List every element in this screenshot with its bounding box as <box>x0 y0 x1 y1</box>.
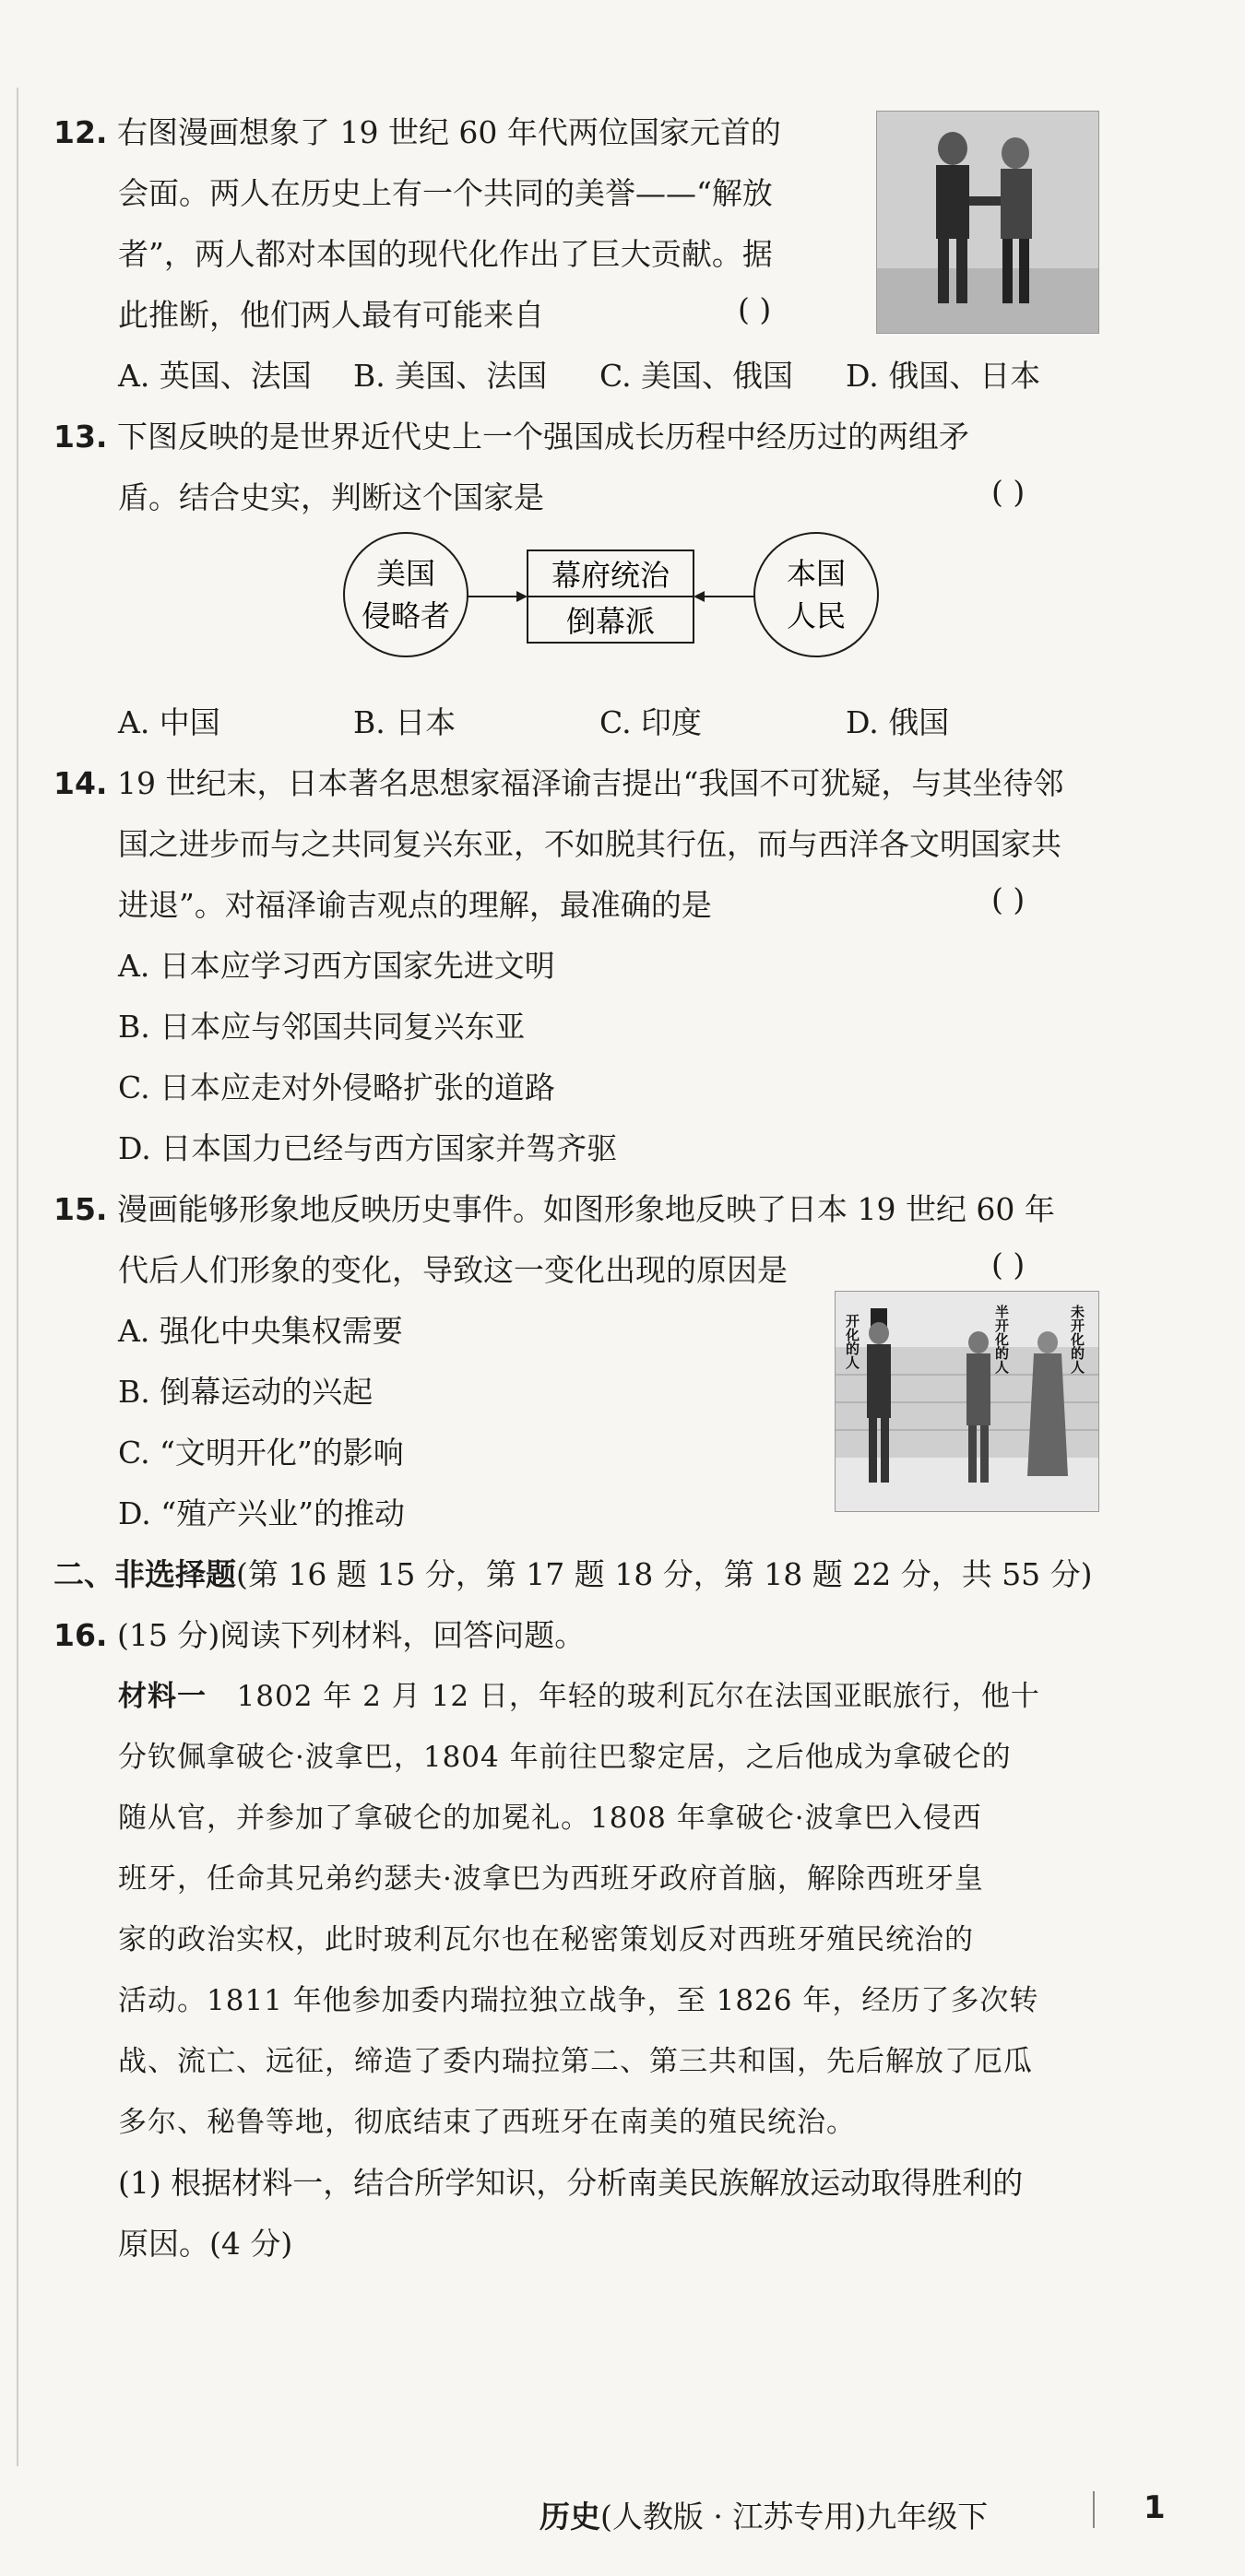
q13-line-1: 13. 下图反映的是世界近代史上一个强国成长历程中经历过的两组矛 <box>53 419 969 455</box>
q16-sub1-answer-area[interactable] <box>118 2277 1096 2462</box>
q12-line-1: 12. 右图漫画想象了 19 世纪 60 年代两位国家元首的 <box>53 114 781 150</box>
q16-material-line-5: 家的政治实权，此时玻利瓦尔也在秘密策划反对西班牙殖民统治的 <box>118 1923 974 1956</box>
q13-contradiction-diagram <box>341 530 895 681</box>
q12-option-d[interactable]: D. 俄国、日本 <box>846 358 1041 394</box>
q13-option-a[interactable]: A. 中国 <box>118 704 220 740</box>
q14-option-c[interactable]: C. 日本应走对外侵略扩张的道路 <box>118 1069 556 1105</box>
footer-edition: (人教版 · 江苏专用)九年级下 <box>600 2499 989 2535</box>
q14-option-b[interactable]: B. 日本应与邻国共同复兴东亚 <box>118 1009 526 1045</box>
two-leaders-handshake-illustration <box>877 112 1098 333</box>
q16-material-line-1: 材料一 1802 年 2 月 12 日，年轻的玻利瓦尔在法国亚眠旅行，他十 <box>118 1680 1040 1713</box>
left-circle-bottom-text: 侵略者 <box>361 598 451 633</box>
footer-separator <box>1093 2491 1095 2528</box>
q14-answer-paren[interactable]: ( ) <box>991 881 1026 917</box>
cartoon-label-civilized: 开化的人 <box>844 1314 860 1369</box>
q15-line-2: 代后人们形象的变化，导致这一变化出现的原因是 <box>118 1252 788 1288</box>
q14-line-1: 14. 19 世纪末，日本著名思想家福泽谕吉提出“我国不可犹疑，与其坐待邻 <box>53 765 1064 801</box>
section-2-heading <box>53 1551 1093 1594</box>
q12-cartoon-image <box>876 111 1099 334</box>
q13-option-b[interactable]: B. 日本 <box>353 704 456 740</box>
q16-material-line-6: 活动。1811 年他参加委内瑞拉独立战争，至 1826 年，经历了多次转 <box>118 1984 1039 2017</box>
q14-line-2: 国之进步而与之共同复兴东亚，不如脱其行伍，而与西洋各文明国家共 <box>118 826 1061 862</box>
q12-line-3: 者”，两人都对本国的现代化作出了巨大贡献。据 <box>118 236 773 272</box>
cartoon-label-uncivilized: 未开化的人 <box>1069 1305 1085 1374</box>
q16-material-line-7: 战、流亡、远征，缔造了委内瑞拉第二、第三共和国，先后解放了厄瓜 <box>118 2045 1033 2078</box>
q12-answer-paren[interactable]: ( ) <box>738 291 772 327</box>
three-figures-cartoon <box>836 1292 1098 1511</box>
q14-option-d[interactable]: D. 日本国力已经与西方国家并驾齐驱 <box>118 1130 618 1166</box>
q15-option-a[interactable]: A. 强化中央集权需要 <box>118 1313 403 1349</box>
q15-option-d[interactable]: D. “殖产兴业”的推动 <box>118 1495 406 1531</box>
right-circle-bottom-text: 人民 <box>786 598 847 633</box>
margin-line <box>17 88 18 2466</box>
q13-number: 13. <box>53 419 108 455</box>
q16-material-line-3: 随从官，并参加了拿破仑的加冕礼。1808 年拿破仑·波拿巴入侵西 <box>118 1802 982 1835</box>
q16-material-line-8: 多尔、秘鲁等地，彻底结束了西班牙在南美的殖民统治。 <box>118 2106 856 2139</box>
contradiction-diagram-svg <box>341 530 895 678</box>
q13-option-d[interactable]: D. 俄国 <box>846 704 950 740</box>
q12-number: 12. <box>53 114 108 150</box>
q16-intro-line: 16. (15 分)阅读下列材料，回答问题。 <box>53 1617 586 1653</box>
q12-option-b[interactable]: B. 美国、法国 <box>353 358 548 394</box>
q14-number: 14. <box>53 765 108 801</box>
cartoon-label-half-civilized: 半开化的人 <box>993 1305 1010 1374</box>
q12-line-2: 会面。两人在历史上有一个共同的美誉——“解放 <box>118 175 773 211</box>
q16-sub1-line-1: (1) 根据材料一，结合所学知识，分析南美民族解放运动取得胜利的 <box>118 2165 1024 2201</box>
q15-option-c[interactable]: C. “文明开化”的影响 <box>118 1435 404 1471</box>
q13-answer-paren[interactable]: ( ) <box>991 474 1026 510</box>
q13-option-c[interactable]: C. 印度 <box>599 704 703 740</box>
q16-material-line-2: 分钦佩拿破仑·波拿巴，1804 年前往巴黎定居，之后他成为拿破仑的 <box>118 1741 1012 1774</box>
q15-line-1: 15. 漫画能够形象地反映历史事件。如图形象地反映了日本 19 世纪 60 年 <box>53 1191 1055 1227</box>
left-circle-top-text: 美国 <box>375 556 436 591</box>
q15-cartoon-image <box>835 1291 1099 1512</box>
page-footer <box>540 2493 988 2536</box>
page-number: 1 <box>1144 2489 1166 2526</box>
q15-number: 15. <box>53 1191 108 1227</box>
left-circle <box>344 533 468 656</box>
q13-line-2: 盾。结合史实，判断这个国家是 <box>118 479 544 515</box>
right-circle <box>754 533 878 656</box>
q16-material-line-4: 班牙，任命其兄弟约瑟夫·波拿巴为西班牙政府首脑，解除西班牙皇 <box>118 1862 984 1896</box>
section-2-note: (第 16 题 15 分，第 17 题 18 分，第 18 题 22 分，共 55 分) <box>236 1556 1093 1592</box>
center-box-bottom-text: 倒幕派 <box>565 604 656 639</box>
footer-subject: 历史 <box>540 2499 600 2535</box>
section-2-title: 二、非选择题 <box>53 1556 236 1592</box>
q12-option-a[interactable]: A. 英国、法国 <box>118 358 312 394</box>
center-box-top-text: 幕府统治 <box>551 558 670 593</box>
q14-option-a[interactable]: A. 日本应学习西方国家先进文明 <box>118 948 555 984</box>
q14-line-3: 进退”。对福泽谕吉观点的理解，最准确的是 <box>118 887 712 923</box>
right-circle-top-text: 本国 <box>786 556 847 591</box>
q16-sub1-line-2: 原因。(4 分) <box>118 2226 293 2262</box>
q12-line-4: 此推断，他们两人最有可能来自 <box>118 297 544 333</box>
material-one-label: 材料一 <box>118 1680 207 1713</box>
q12-option-c[interactable]: C. 美国、俄国 <box>599 358 794 394</box>
q15-option-b[interactable]: B. 倒幕运动的兴起 <box>118 1374 374 1410</box>
q15-answer-paren[interactable]: ( ) <box>991 1247 1026 1282</box>
q16-number: 16. <box>53 1617 108 1653</box>
